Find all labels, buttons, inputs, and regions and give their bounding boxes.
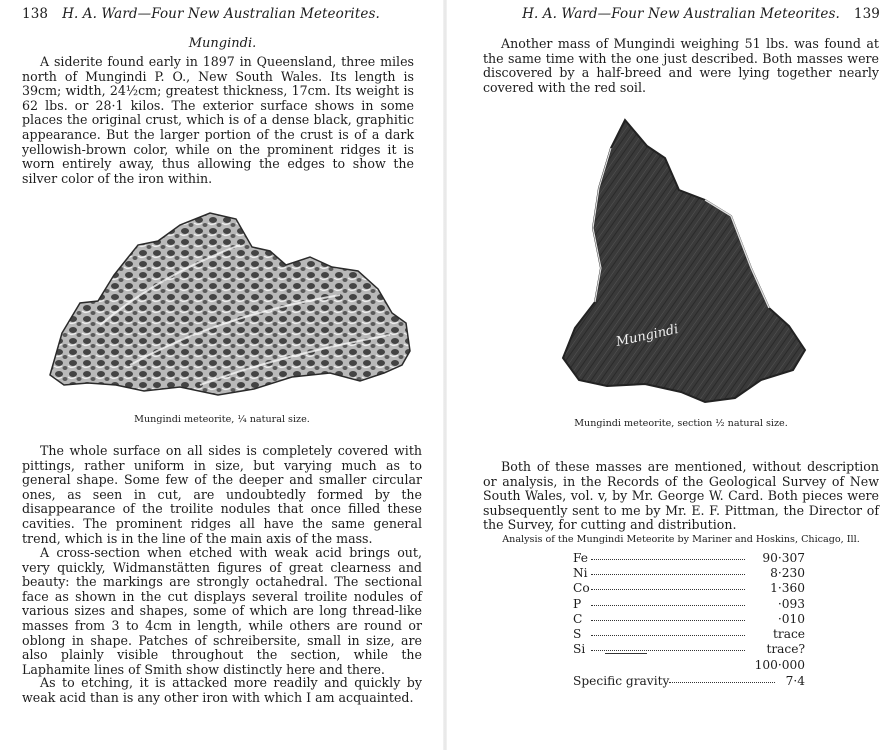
meteorite-exterior-shape [50,213,410,395]
element-symbol: P [573,596,582,611]
section-label: Mungindi [614,322,680,350]
element-symbol: Fe [573,551,589,565]
analysis-row [573,612,805,627]
analysis-row [573,597,805,612]
total-rule [605,653,647,654]
total-value: 100·000 [754,658,805,672]
analysis-row [573,581,805,596]
meteorite-section-figure [555,118,811,408]
right-running-head-text: H. A. Ward—Four New Australian Meteorites. [522,6,840,22]
specific-gravity-label: Specific gravity [573,674,670,688]
meteorite-exterior-figure [40,205,422,403]
right-page-number: 139 [853,6,880,22]
left-paragraph-4: As to etching, it is attacked more readily and quickly by weak acid than is any other iron with which I am acquainted. [22,675,422,705]
right-figure-caption: Mungindi meteorite, section ½ natural size. [574,418,788,429]
element-value: trace [772,626,805,641]
analysis-title: Analysis of the Mungindi Meteorite by Mariner and Hoskins, Chicago, Ill. [502,534,860,545]
element-symbol: Ni [573,566,588,581]
left-figure-caption: Mungindi meteorite, ¼ natural size. [134,414,310,425]
right-paragraph-1: Another mass of Mungindi weighing 51 lbs. was found at the same time with the one just described. Both masses were discovered by a half-breed and were lying together nearly covered with the red soil. [483,36,879,95]
analysis-row [573,566,805,581]
analysis-row [573,627,805,642]
element-value: ·093 [777,596,805,611]
element-value: 90·307 [762,551,805,565]
element-symbol: C [573,611,583,626]
analysis-row [573,642,805,657]
left-paragraph-1: A siderite found early in 1897 in Queensland, three miles north of Mungindi P. O., New South Wales. Its length is 39cm; width, 24½cm; greatest thickness, 17cm. Its weight is 62 lbs. or 28·1 kilos. The exterior surface shows in some places the original crust, which is of a dense black, graphitic appearance. But the larger portion of the crust is of a dark yellowish-brown color, while on the prominent ridges it is worn entirely away, thus allowing the edges to show the silver color of the iron within. [22,54,414,186]
right-page [445,0,890,750]
element-value: trace? [766,642,805,657]
right-running-head [522,6,880,22]
left-paragraph-2: The whole surface on all sides is completely covered with pittings, rather uniform in size, but varying much as to general shape. Some few of the deeper and smaller circular ones, as seen in cut, are undoubtedly formed by the disappearance of the troilite nodules that once filled these cavities. The prominent ridges all have the same general trend, which is in the line of the main axis of the mass. [22,443,422,546]
left-running-head-text: H. A. Ward—Four New Australian Meteorites. [62,6,380,22]
element-symbol: Co [573,581,590,596]
analysis-row [573,551,805,566]
left-running-head [22,6,380,22]
element-value: ·010 [777,611,805,626]
specific-gravity-value: 7·4 [785,674,805,688]
element-symbol: Si [573,642,586,657]
section-title: Mungindi. [188,36,257,51]
analysis-table [573,551,805,657]
element-symbol: S [573,626,582,641]
right-paragraph-2: Both of these masses are mentioned, without description or analysis, in the Records of the Geological Survey of New South Wales, vol. v, by Mr. George W. Card. Both pieces were subsequently sent to me by Mr. E. F. Pittman, the Director of the Survey, for cutting and distribution. [483,459,879,533]
element-value: 1·360 [770,581,805,596]
left-page-number: 138 [22,6,49,22]
left-paragraph-3: A cross-section when etched with weak acid brings out, very quickly, Widmanstätten figures of great clearness and beauty: the markings are strongly octahedral. The sectional face as shown in the cut displays several troilite nodules of various sizes and shapes, some of which are long thread-like masses from 3 to 4cm in length, while others are round or oblong in shape. Patches of schreibersite, small in size, are also plainly visible throughout the section, while the Laphamite lines of Smith show distinctly here and there. [22,545,422,677]
element-value: 8·230 [770,566,805,581]
